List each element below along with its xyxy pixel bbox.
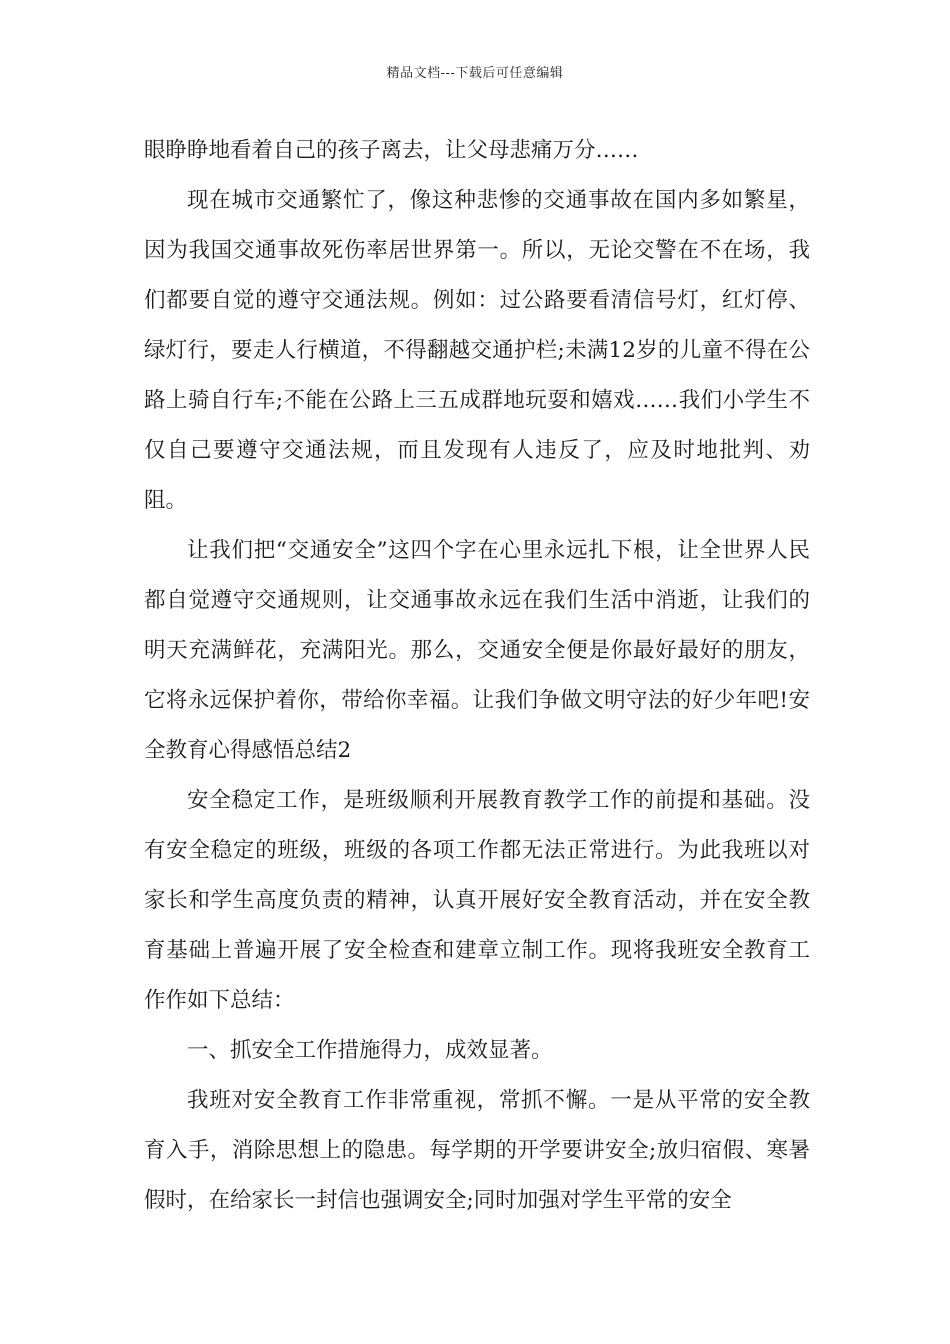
paragraph-2: 现在城市交通繁忙了，像这种悲惨的交通事故在国内多如繁星，因为我国交通事故死伤率居世界第一。所以，无论交警在不在场，我们都要自觉的遵守交通法规。例如：过公路要看清信号灯，红灯停、绿灯行，要走人行横道，不得翻越交通护栏;未满12岁的儿童不得在公路上骑自行车;不能在公路上三五成群地玩耍和嬉戏……我们小学生不仅自己要遵守交通法规，而且发现有人违反了，应及时地批判、劝阻。 — [144, 188, 810, 513]
page-header: 精品文档---下载后可任意编辑 — [386, 66, 564, 81]
paragraph-3: 让我们把“交通安全”这四个字在心里永远扎下根，让全世界人民都自觉遵守交通规则，让交通事故永远在我们生活中消逝，让我们的明天充满鲜花，充满阳光。那么，交通安全便是你最好最好的朋友，它将永远保护着你，带给你幸福。让我们争做文明守法的好少年吧!安全教育心得感悟总结2 — [144, 538, 810, 763]
paragraph-6: 我班对安全教育工作非常重视，常抓不懈。一是从平常的安全教育入手，消除思想上的隐患。每学期的开学要讲安全;放归宿假、寒暑假时，在给家长一封信也强调安全;同时加强对学生平常的安全 — [144, 1088, 810, 1213]
document-body — [144, 126, 810, 1226]
paragraph-4: 安全稳定工作，是班级顺利开展教育教学工作的前提和基础。没有安全稳定的班级，班级的各项工作都无法正常进行。为此我班以对家长和学生高度负责的精神，认真开展好安全教育活动，并在安全教育基础上普遍开展了安全检查和建章立制工作。现将我班安全教育工作作如下总结： — [144, 788, 810, 1013]
paragraph-1: 眼睁睁地看着自己的孩子离去，让父母悲痛万分…… — [144, 138, 639, 163]
paragraph-5: 一、抓安全工作措施得力，成效显著。 — [187, 1038, 553, 1063]
